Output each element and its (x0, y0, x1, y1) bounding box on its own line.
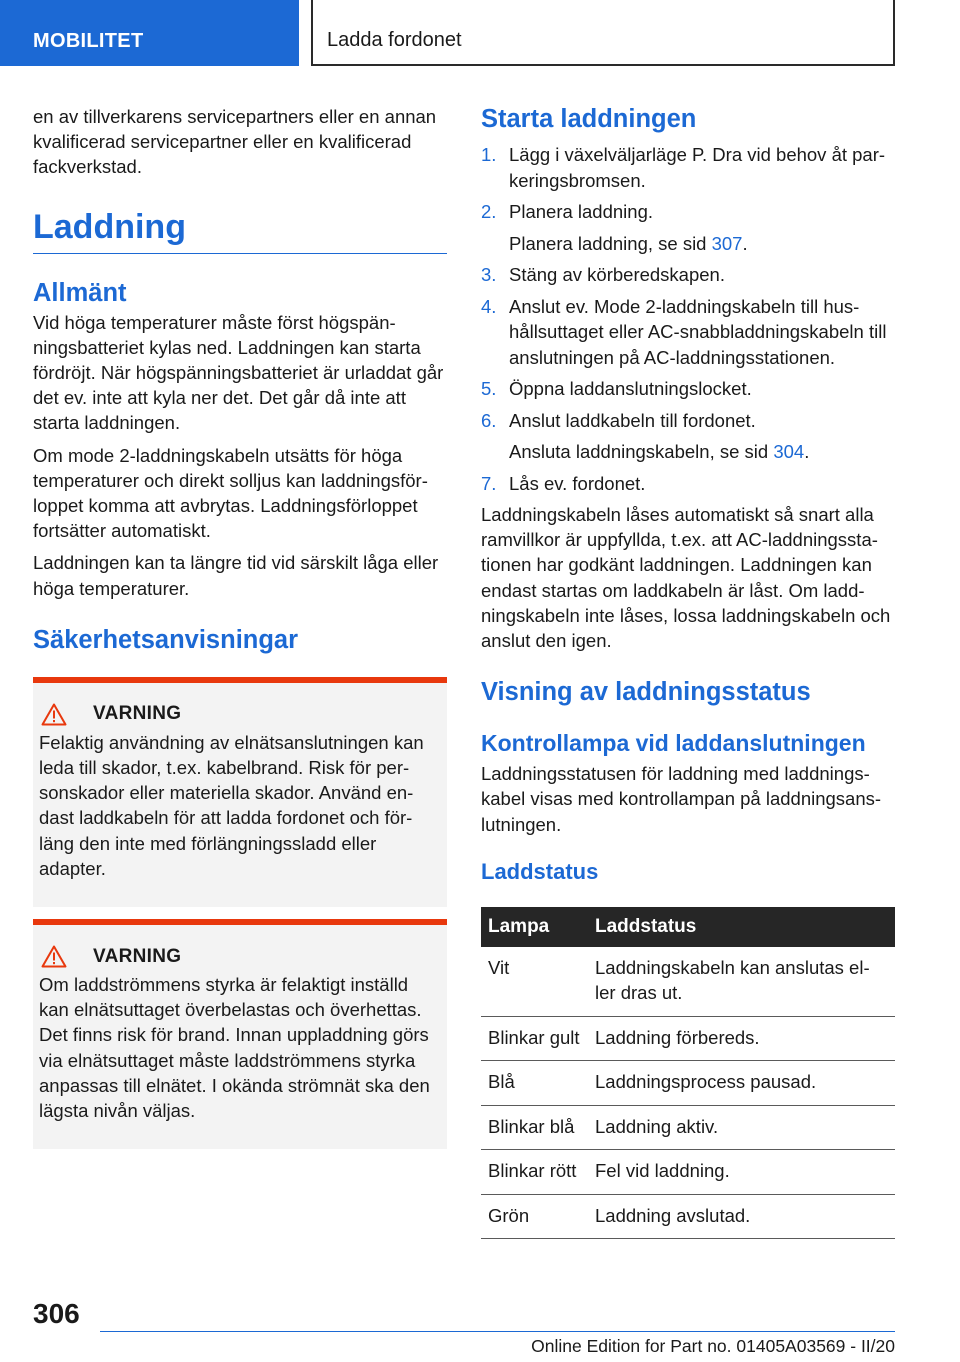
step-number: 1. (481, 144, 497, 165)
page-link[interactable]: 304 (773, 441, 805, 462)
cell-status: Laddningskabeln kan anslutas el-ler dras ut. (588, 947, 895, 1017)
step-number: 3. (481, 264, 497, 285)
list-item (481, 294, 895, 371)
steps-list (481, 142, 895, 496)
reference-text: Planera laddning, se sid (509, 232, 712, 254)
cell-lamp: Blinkar blå (481, 1105, 588, 1150)
step-text: Anslut ev. Mode 2-laddningskabeln till hus-hållsuttaget eller AC-snabbladdningskabeln till anslutningen på AC-laddningsstationen. (509, 295, 887, 368)
column-header-lamp: Lampa (481, 907, 588, 947)
section-heading-laddning: Laddning (33, 208, 447, 254)
cell-lamp: Vit (481, 947, 588, 1017)
step-number: 4. (481, 295, 497, 317)
cell-lamp: Blå (481, 1061, 588, 1106)
cell-status: Laddning förbereds. (588, 1016, 895, 1061)
topic-title: Ladda fordonet (311, 0, 895, 66)
paragraph-cable-lock: Laddningskabeln låses automatiskt så snart alla ramvillkor är uppfyllda, t.ex. att AC-laddningssta-tionen har godkänt laddningen. Laddningen kan endast startas om laddkabeln är låst. Om ladd-ningskabeln inte låses, lossa laddningskabeln och anslut den igen. (481, 504, 891, 652)
paragraph-duration: Laddningen kan ta längre tid vid särskilt låga eller höga temperaturer. (33, 552, 439, 599)
cell-status: Laddning aktiv. (588, 1105, 895, 1150)
warning-text: Om laddströmmens styrka är felaktigt inställd kan elnätsuttaget överbelastas och överhettas. Det finns risk för brand. Innan uppladdning görs via elnätsuttaget måste laddströmmens styrka anpassas till elnätet. I okända strömnät ska den lägsta nivån väljas. (39, 974, 430, 1122)
heading-start-charging: Starta laddningen (481, 105, 697, 133)
warning-box-1 (33, 677, 447, 907)
cell-lamp: Grön (481, 1194, 588, 1239)
intro-paragraph: en av tillverkarens servicepartners eller en annan kvalificerad servicepartner eller en kvalificerad fackverkstad. (33, 106, 437, 178)
cell-lamp: Blinkar rött (481, 1150, 588, 1195)
step-number: 5. (481, 378, 497, 399)
table-row (481, 1061, 895, 1106)
step-text: Öppna laddanslutningslocket. (509, 378, 752, 399)
step-body (509, 199, 895, 256)
charge-status-table (481, 907, 895, 1240)
paragraph-indicator: Laddningsstatusen för laddning med laddnings-kabel visas med kontrollampan på laddningsans-lutningen. (481, 763, 882, 835)
warning-triangle-icon (41, 945, 67, 968)
list-item (481, 471, 895, 497)
list-item (481, 376, 895, 402)
list-item (481, 142, 895, 193)
paragraph-temperature: Vid höga temperaturer måste först högspän-ningsbatteriet kylas ned. Laddningen kan starta fördröjt. När högspänningsbatteriet är urladdat går det ev. inte att kyla ner det. Det går då inte att starta laddningen. (33, 311, 444, 434)
reference-text: Ansluta laddningskabeln, se sid (509, 441, 774, 462)
step-number: 2. (481, 201, 497, 222)
table-header-row (481, 907, 895, 947)
table-row (481, 1016, 895, 1061)
table-row (481, 1150, 895, 1195)
section-tab: MOBILITET (0, 0, 299, 66)
step-text: Planera laddning. (509, 201, 653, 222)
list-item (481, 262, 895, 288)
step-reference (509, 439, 895, 465)
cell-status: Laddning avslutad. (588, 1194, 895, 1239)
footer-divider (100, 1331, 895, 1332)
cell-lamp: Blinkar gult (481, 1016, 588, 1061)
heading-status-display: Visning av laddningsstatus (481, 678, 811, 707)
step-text: Lägg i växelväljarläge P. Dra vid behov åt par-keringsbromsen. (509, 144, 886, 191)
reference-end: . (742, 232, 748, 254)
step-number: 7. (481, 472, 497, 494)
warning-title: VARNING (93, 945, 182, 967)
reference-end: . (804, 441, 810, 462)
warning-box-2 (33, 919, 447, 1149)
list-item (481, 408, 895, 465)
heading-charge-status: Laddstatus (481, 858, 599, 884)
heading-general: Allmänt (33, 278, 127, 307)
right-column (481, 104, 895, 1239)
table-row (481, 947, 895, 1017)
step-text: Anslut laddkabeln till fordonet. (509, 409, 756, 431)
page-number: 306 (33, 1298, 80, 1329)
cell-status: Laddningsprocess pausad. (588, 1061, 895, 1106)
list-item (481, 199, 895, 256)
step-body (509, 408, 895, 465)
column-header-status: Laddstatus (588, 907, 895, 947)
paragraph-mode2: Om mode 2-laddningskabeln utsätts för höga temperaturer och direkt solljus kan laddningsför-loppet komma att avbrytas. Laddningsförloppet fortsätter automatiskt. (33, 444, 428, 542)
step-number: 6. (481, 409, 497, 431)
left-column (33, 104, 447, 1149)
warning-text: Felaktig användning av elnätsanslutningen kan leda till skador, t.ex. kabelbrand. Risk för per-sonskador eller materiella skador. Använd en-dast laddkabeln för att ladda fordonet och för-läng den inte med förlängningssladd eller adapter. (39, 731, 424, 879)
warning-triangle-icon (41, 703, 67, 726)
warning-title: VARNING (93, 703, 182, 725)
heading-indicator-lamp: Kontrollampa vid laddanslutningen (481, 730, 866, 757)
step-reference (509, 231, 895, 257)
step-text: Lås ev. fordonet. (509, 472, 646, 494)
table-row (481, 1105, 895, 1150)
step-text: Stäng av körberedskapen. (509, 264, 725, 285)
table-row (481, 1194, 895, 1239)
heading-safety: Säkerhetsanvisningar (33, 625, 299, 654)
page-link[interactable]: 307 (711, 232, 743, 254)
edition-footer: Online Edition for Part no. 01405A03569 - II/20 (531, 1336, 895, 1356)
cell-status: Fel vid laddning. (588, 1150, 895, 1195)
